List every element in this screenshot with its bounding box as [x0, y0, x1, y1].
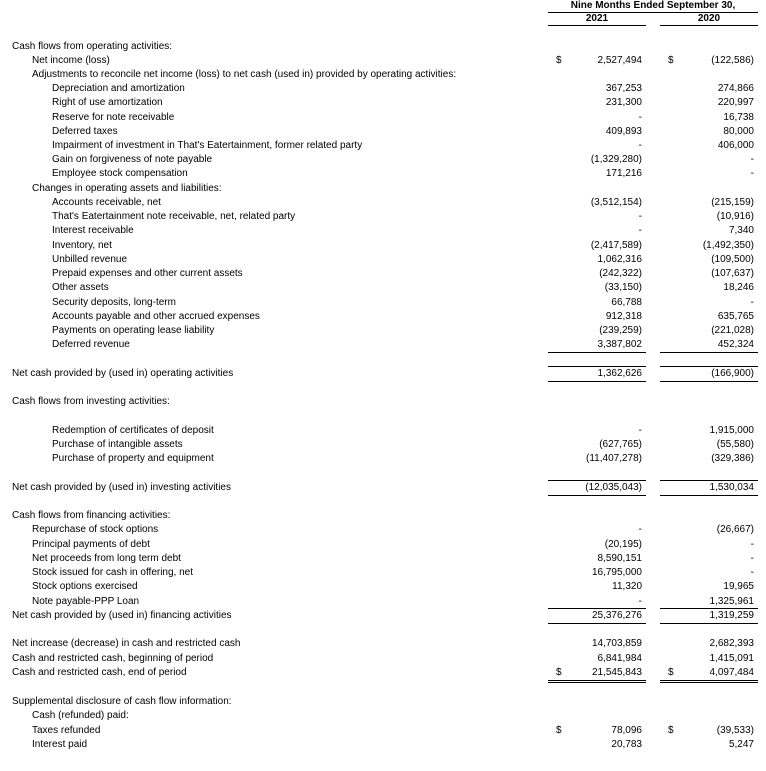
value-2020: 4,097,484: [709, 667, 754, 678]
value-2021: (33,150): [604, 282, 642, 293]
row-label: Net cash provided by (used in) investing activities: [12, 482, 231, 493]
table-row: [0, 153, 766, 167]
table-row: [0, 182, 766, 196]
row-label: Redemption of certificates of deposit: [52, 425, 214, 436]
row-label: Changes in operating assets and liabilities:: [32, 183, 222, 194]
table-row: [0, 281, 766, 295]
value-2021: 912,318: [605, 311, 642, 322]
currency-symbol-2020: $: [668, 725, 674, 736]
table-row: [0, 509, 766, 523]
value-2021: (20,195): [604, 539, 642, 550]
value-2020: -: [750, 154, 754, 165]
table-row: [0, 239, 766, 253]
row-label: Net cash provided by (used in) financing activities: [12, 610, 232, 621]
table-row: [0, 595, 766, 609]
value-2020: 452,324: [717, 339, 754, 350]
table-row: [0, 210, 766, 224]
row-label: Interest receivable: [52, 225, 134, 236]
value-2020: 7,340: [728, 225, 754, 236]
row-label: Employee stock compensation: [52, 168, 188, 179]
value-2021: -: [638, 225, 642, 236]
value-2021: -: [638, 211, 642, 222]
value-2020: (10,916): [716, 211, 754, 222]
value-2021: 6,841,984: [597, 653, 642, 664]
row-label: Taxes refunded: [32, 725, 101, 736]
row-label: Note payable-PPP Loan: [32, 596, 140, 607]
value-2020: (329,386): [711, 453, 754, 464]
total-underline: [660, 352, 758, 353]
total-underline: [660, 608, 758, 609]
value-2021: 1,362,626: [597, 368, 642, 379]
row-label: Net increase (decrease) in cash and restricted cash: [12, 638, 241, 649]
value-2021: 16,795,000: [591, 567, 642, 578]
column-header-period: Nine Months Ended September 30,: [548, 0, 758, 13]
value-2020: (221,028): [711, 325, 754, 336]
table-row: [0, 196, 766, 210]
table-row: [0, 324, 766, 338]
value-2020: 220,997: [717, 97, 754, 108]
table-row: [0, 267, 766, 281]
value-2021: 20,783: [611, 739, 642, 750]
table-row: [0, 438, 766, 452]
value-2021: 11,320: [612, 581, 642, 592]
table-row: [0, 253, 766, 267]
total-underline: [660, 623, 758, 624]
table-row: [0, 724, 766, 738]
value-2020: -: [750, 297, 754, 308]
value-2021: -: [638, 596, 642, 607]
value-2020: 1,325,961: [709, 596, 754, 607]
row-label: Deferred taxes: [52, 126, 118, 137]
table-row: [0, 580, 766, 594]
row-label: Supplemental disclosure of cash flow information:: [12, 696, 232, 707]
row-label: Purchase of intangible assets: [52, 439, 183, 450]
table-row: [0, 538, 766, 552]
value-2021: -: [638, 112, 642, 123]
table-row: [0, 424, 766, 438]
value-2020: (109,500): [711, 254, 754, 265]
total-underline: [548, 366, 646, 367]
value-2020: 1,319,259: [709, 610, 754, 621]
value-2021: 14,703,859: [591, 638, 642, 649]
total-underline: [548, 608, 646, 609]
value-2021: 21,545,843: [591, 667, 642, 678]
row-label: Impairment of investment in That's Eatertainment, former related party: [52, 140, 363, 151]
row-label: Deferred revenue: [52, 339, 130, 350]
row-label: Security deposits, long-term: [52, 297, 176, 308]
row-label: Gain on forgiveness of note payable: [52, 154, 213, 165]
table-row: [0, 167, 766, 181]
value-2020: (26,667): [716, 524, 754, 535]
value-2021: -: [638, 524, 642, 535]
row-label: Net proceeds from long term debt: [32, 553, 181, 564]
row-label: Right of use amortization: [52, 97, 163, 108]
total-underline: [548, 480, 646, 481]
row-label: That's Eatertainment note receivable, net, related party: [52, 211, 296, 222]
row-label: Cash and restricted cash, beginning of period: [12, 653, 214, 664]
value-2020: -: [750, 168, 754, 179]
value-2021: -: [638, 425, 642, 436]
value-2021: 1,062,316: [597, 254, 642, 265]
table-row: [0, 609, 766, 623]
value-2021: 8,590,151: [597, 553, 642, 564]
currency-symbol-2020: $: [668, 667, 674, 678]
row-label: Cash flows from investing activities:: [12, 396, 170, 407]
value-2021: 367,253: [605, 83, 642, 94]
row-label: Inventory, net: [52, 240, 112, 251]
row-label: Unbilled revenue: [52, 254, 128, 265]
value-2020: (39,533): [716, 725, 754, 736]
table-row: [0, 310, 766, 324]
total-underline: [660, 480, 758, 481]
row-label: Accounts payable and other accrued expenses: [52, 311, 260, 322]
row-label: Adjustments to reconcile net income (loss) to net cash (used in) provided by operating activities:: [32, 69, 457, 80]
table-row: [0, 96, 766, 110]
row-label: Cash (refunded) paid:: [32, 710, 129, 721]
total-underline: [660, 381, 758, 382]
total-underline: [548, 352, 646, 353]
table-row: [0, 111, 766, 125]
value-2020: -: [750, 539, 754, 550]
value-2020: 18,246: [723, 282, 754, 293]
value-2020: 2,682,393: [709, 638, 754, 649]
value-2021: 409,893: [605, 126, 642, 137]
row-label: Accounts receivable, net: [52, 197, 161, 208]
row-label: Interest paid: [32, 739, 88, 750]
table-row: [0, 738, 766, 752]
value-2021: (2,417,589): [590, 240, 642, 251]
total-underline: [548, 680, 646, 681]
row-label: Repurchase of stock options: [32, 524, 159, 535]
table-row: [0, 523, 766, 537]
table-row: [0, 566, 766, 580]
value-2021: 78,096: [611, 725, 642, 736]
value-2021: 3,387,802: [597, 339, 642, 350]
table-row: [0, 296, 766, 310]
value-2020: 5,247: [728, 739, 754, 750]
table-row: [0, 224, 766, 238]
table-row: [0, 82, 766, 96]
row-label: Reserve for note receivable: [52, 112, 175, 123]
column-header-2020: 2020: [660, 12, 758, 26]
row-label: Depreciation and amortization: [52, 83, 185, 94]
value-2020: -: [750, 567, 754, 578]
total-underline: [660, 366, 758, 367]
row-label: Cash flows from financing activities:: [12, 510, 171, 521]
value-2020: 274,866: [717, 83, 754, 94]
value-2021: 2,527,494: [597, 55, 642, 66]
table-row: [0, 40, 766, 54]
row-label: Net income (loss): [32, 55, 110, 66]
table-row: [0, 338, 766, 352]
value-2021: 171,216: [605, 168, 642, 179]
table-row: [0, 125, 766, 139]
row-label: Cash and restricted cash, end of period: [12, 667, 187, 678]
value-2020: (1,492,350): [702, 240, 754, 251]
column-header-2021: 2021: [548, 12, 646, 26]
table-row: [0, 652, 766, 666]
table-row: [0, 452, 766, 466]
value-2021: (11,407,278): [586, 453, 642, 464]
row-label: Payments on operating lease liability: [52, 325, 215, 336]
total-underline: [548, 623, 646, 624]
table-row: [0, 367, 766, 381]
value-2020: 16,738: [723, 112, 754, 123]
value-2021: (12,035,043): [585, 482, 642, 493]
value-2021: (627,765): [599, 439, 642, 450]
value-2020: (107,637): [711, 268, 754, 279]
table-row: [0, 481, 766, 495]
table-row: [0, 54, 766, 68]
value-2020: (166,900): [711, 368, 754, 379]
row-label: Purchase of property and equipment: [52, 453, 214, 464]
row-label: Principal payments of debt: [32, 539, 150, 550]
total-underline: [548, 381, 646, 382]
value-2021: (239,259): [599, 325, 642, 336]
value-2021: -: [638, 140, 642, 151]
value-2020: 80,000: [723, 126, 754, 137]
value-2020: 1,530,034: [709, 482, 754, 493]
value-2021: (3,512,154): [590, 197, 642, 208]
value-2021: (1,329,280): [590, 154, 642, 165]
value-2021: 231,300: [605, 97, 642, 108]
value-2020: (215,159): [711, 197, 754, 208]
table-row: [0, 68, 766, 82]
total-underline: [660, 495, 758, 496]
currency-symbol-2021: $: [556, 55, 562, 66]
row-label: Stock options exercised: [32, 581, 138, 592]
row-label: Prepaid expenses and other current assets: [52, 268, 243, 279]
table-row: [0, 666, 766, 680]
value-2021: (242,322): [599, 268, 642, 279]
row-label: Stock issued for cash in offering, net: [32, 567, 194, 578]
table-row: [0, 709, 766, 723]
value-2021: 66,788: [611, 297, 642, 308]
table-row: [0, 139, 766, 153]
value-2020: (55,580): [716, 439, 754, 450]
table-row: [0, 637, 766, 651]
total-underline: [548, 682, 646, 683]
table-row: [0, 695, 766, 709]
table-row: [0, 395, 766, 409]
value-2020: 1,915,000: [709, 425, 754, 436]
value-2020: 1,415,091: [709, 653, 754, 664]
value-2021: 25,376,276: [591, 610, 642, 621]
total-underline: [660, 682, 758, 683]
value-2020: -: [750, 553, 754, 564]
currency-symbol-2021: $: [556, 725, 562, 736]
table-row: [0, 552, 766, 566]
currency-symbol-2020: $: [668, 55, 674, 66]
row-label: Net cash provided by (used in) operating activities: [12, 368, 234, 379]
currency-symbol-2021: $: [556, 667, 562, 678]
row-label: Cash flows from operating activities:: [12, 41, 173, 52]
value-2020: (122,586): [711, 55, 754, 66]
value-2020: 19,965: [723, 581, 754, 592]
value-2020: 406,000: [717, 140, 754, 151]
total-underline: [548, 495, 646, 496]
total-underline: [660, 680, 758, 681]
row-label: Other assets: [52, 282, 109, 293]
value-2020: 635,765: [717, 311, 754, 322]
